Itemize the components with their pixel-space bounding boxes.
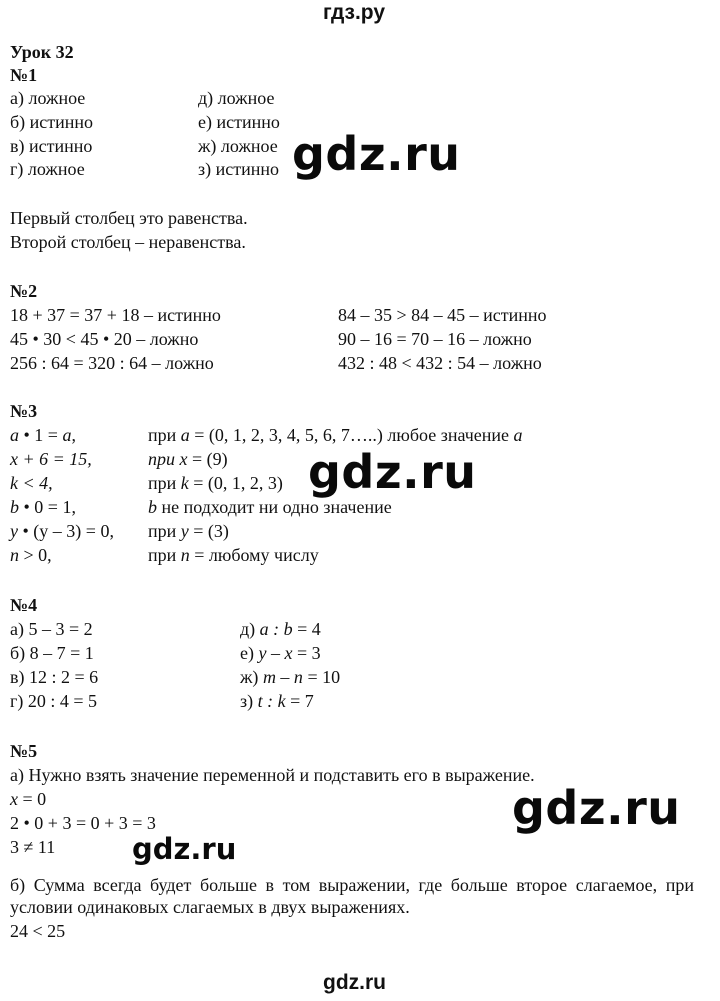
task4-title: №4 <box>10 595 38 615</box>
task4-right-4: з) t : k = 7 <box>240 691 314 711</box>
task2-right-1: 84 – 35 > 84 – 45 – истинно <box>338 305 547 325</box>
task1-title: №1 <box>10 65 38 85</box>
task3-row-5-expr: y • (y – 3) = 0, <box>10 521 114 541</box>
task4-left-2: б) 8 – 7 = 1 <box>10 643 94 663</box>
task1-answer-g: ж) ложное <box>198 136 278 156</box>
site-header: гдз.ру <box>323 1 386 24</box>
watermark-1: gdz.ru <box>292 127 461 181</box>
watermark-4: gdz.ru <box>132 832 237 866</box>
task5-result: 24 < 25 <box>10 921 66 941</box>
watermark-3: gdz.ru <box>512 781 681 835</box>
footer-watermark: gdz.ru <box>323 971 386 994</box>
task4-right-2: е) y – x = 3 <box>240 643 321 663</box>
lesson-title: Урок 32 <box>10 42 74 62</box>
task4-right-3: ж) m – n = 10 <box>240 667 341 687</box>
task3-row-6-cond: при n = любому числу <box>148 545 319 565</box>
task1-note-1: Первый столбец это равенства. <box>10 208 248 228</box>
task3-row-3-cond: при k = (0, 1, 2, 3) <box>148 473 283 493</box>
task3-row-6-expr: n > 0, <box>10 545 52 565</box>
task3-row-2-cond: при x = (9) <box>148 449 228 469</box>
task3-row-3-expr: k < 4, <box>10 473 53 493</box>
task3-row-1-expr: a • 1 = a, <box>10 425 76 445</box>
task5-calculation: 2 • 0 + 3 = 0 + 3 = 3 <box>10 813 156 833</box>
task2-title: №2 <box>10 281 38 301</box>
task3-row-4-cond: b не подходит ни одно значение <box>148 497 392 517</box>
task4-left-3: в) 12 : 2 = 6 <box>10 667 99 687</box>
task2-left-2: 45 • 30 < 45 • 20 – ложно <box>10 329 199 349</box>
task5-title: №5 <box>10 741 38 761</box>
task5-x-value: x = 0 <box>10 789 47 809</box>
task1-answer-e: д) ложное <box>198 88 275 108</box>
task4-left-4: г) 20 : 4 = 5 <box>10 691 98 711</box>
var-a: a <box>10 425 19 445</box>
task1-answer-h: з) истинно <box>198 159 279 179</box>
task1-answer-f: е) истинно <box>198 112 280 132</box>
task3-row-2-expr: x + 6 = 15, <box>10 449 92 469</box>
task2-right-3: 432 : 48 < 432 : 54 – ложно <box>338 353 542 373</box>
task4-left-1: а) 5 – 3 = 2 <box>10 619 93 639</box>
task3-row-5-cond: при y = (3) <box>148 521 229 541</box>
task2-left-1: 18 + 37 = 37 + 18 – истинно <box>10 305 221 325</box>
task1-answer-d: г) ложное <box>10 159 85 179</box>
task3-row-1-cond: при a = (0, 1, 2, 3, 4, 5, 6, 7…..) любое значение a <box>148 425 523 445</box>
task1-answer-b: б) истинно <box>10 112 94 132</box>
task3-row-4-expr: b • 0 = 1, <box>10 497 76 517</box>
task2-right-2: 90 – 16 = 70 – 16 – ложно <box>338 329 532 349</box>
task5-inequality: 3 ≠ 11 <box>10 837 56 857</box>
task3-title: №3 <box>10 401 38 421</box>
task5-line-b: б) Сумма всегда будет больше в том выражении, где больше второе слагаемое, при условии одинаковых слагаемых в двух выражениях. <box>10 875 694 917</box>
task4-right-1: д) a : b = 4 <box>240 619 321 639</box>
task2-left-3: 256 : 64 = 320 : 64 – ложно <box>10 353 214 373</box>
task5-line-a: а) Нужно взять значение переменной и подставить его в выражение. <box>10 765 535 785</box>
task1-note-2: Второй столбец – неравенства. <box>10 232 246 252</box>
task1-answer-c: в) истинно <box>10 136 93 156</box>
task1-answer-a: а) ложное <box>10 88 86 108</box>
watermark-2: gdz.ru <box>308 445 477 499</box>
